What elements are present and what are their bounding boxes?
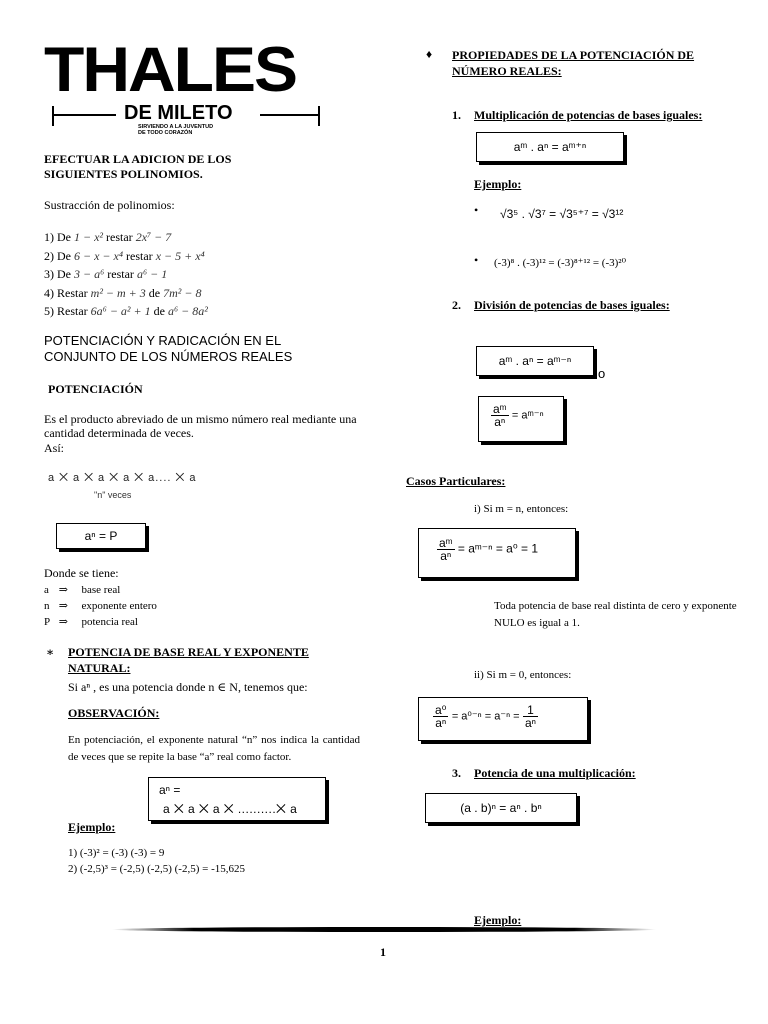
p2-frac-den: aⁿ [494, 415, 506, 429]
donde-title: Donde se tiene: [44, 566, 119, 580]
p3-title: Potencia de una multiplicación: [474, 766, 636, 780]
p2-title: División de potencias de bases iguales: [474, 298, 670, 312]
caso-i-den: aⁿ [440, 549, 452, 563]
p1-example-2: (-3)⁸ . (-3)¹² = (-3)⁸⁺¹² = (-3)²⁰ [494, 257, 626, 269]
si-text: Si aⁿ , es una potencia donde n ∈ N, tenemos que: [68, 680, 308, 694]
ejemplo-item: 1) (-3)² = (-3) (-3) = 9 [68, 847, 165, 859]
ejemplo-title-left: Ejemplo: [68, 820, 116, 834]
p3-ejemplo-title: Ejemplo: [474, 913, 522, 927]
donde-item: P ⇒ potencia real [44, 616, 138, 628]
logo-tagline-1: SIRVIENDO A LA JUVENTUD [138, 124, 214, 130]
power-definition-box [56, 523, 146, 549]
p2-formula-box [476, 346, 594, 376]
casos-title: Casos Particulares: [406, 474, 506, 488]
p1-formula: aᵐ . aⁿ = aᵐ⁺ⁿ [513, 140, 587, 154]
ejemplo-item: 2) (-2,5)³ = (-2,5) (-2,5) (-2,5) = -15,625 [68, 863, 245, 875]
p3-formula: (a . b)ⁿ = aⁿ . bⁿ [460, 801, 542, 815]
ejemplo-list [68, 845, 245, 877]
donde-list [44, 582, 157, 630]
logo-sub-text: DE MILETO [124, 102, 233, 124]
section-title [44, 333, 292, 365]
n-veces-label: "n" veces [94, 490, 132, 500]
caso-i-num: aᵐ [439, 536, 453, 550]
caso-i-rhs: = aᵐ⁻ⁿ = a⁰ = 1 [457, 541, 538, 556]
logo-main-text: THALES [44, 33, 296, 105]
adicion-heading: EFECTUAR LA ADICION DE LOS SIGUIENTES POLINOMIOS. [44, 152, 232, 181]
p3-number: 3. [452, 766, 461, 780]
p2-number: 2. [452, 298, 461, 312]
p1-number: 1. [452, 108, 461, 122]
diamond-bullet: ♦ [426, 47, 433, 61]
footer-rule [112, 927, 656, 932]
exercise-item: 3) De 3 − a⁶ restar a⁶ − 1 [44, 267, 168, 281]
observacion-title: OBSERVACIÓN: [68, 706, 160, 720]
p1-example-1: √3⁵ . √3⁷ = √3⁵⁺⁷ = √3¹² [500, 207, 624, 221]
caso-ii-den: aⁿ [435, 716, 447, 730]
exercise-item: 5) Restar 6a⁶ − a² + 1 de a⁶ − 8a² [44, 304, 208, 318]
p1-title: Multiplicación de potencias de bases iguales: [474, 108, 703, 122]
donde-item: a ⇒ base real [44, 584, 121, 596]
logo-rule-right [260, 114, 320, 116]
p1-ejemplo-title: Ejemplo: [474, 177, 522, 191]
donde-item: n ⇒ exponente entero [44, 600, 157, 612]
exercise-item: 2) De 6 − x − x⁴ restar x − 5 + x⁴ [44, 248, 205, 263]
page-number: 1 [380, 945, 386, 959]
logo [44, 33, 324, 136]
p2-fraction-box [478, 396, 564, 442]
caso-i-text: Toda potencia de base real distinta de cero y exponente NULO es igual a 1. [494, 600, 737, 629]
p3-formula-box [425, 793, 577, 823]
caso-ii-fnum: 1 [523, 704, 538, 717]
logo-tagline-2: DE TODO CORAZÓN [138, 130, 193, 136]
p2-or-label: o [598, 366, 606, 381]
p1-bullet-2: • [474, 253, 479, 267]
sustraccion-title: Sustracción de polinomios: [44, 198, 175, 212]
potencia-natural-title: POTENCIA DE BASE REAL Y EXPONENTE NATURAL: [68, 645, 309, 675]
section-title-line-2: CONJUNTO DE LOS NÚMEROS REALES [44, 349, 293, 364]
caso-ii-num: a⁰ [435, 703, 447, 717]
section-title-line-1: POTENCIACIÓN Y RADICACIÓN EN EL [44, 333, 282, 348]
asi-label: Así: [44, 441, 65, 455]
potenciacion-title: POTENCIACIÓN [48, 382, 143, 396]
caso-i-box [418, 528, 576, 578]
caso-ii-fden: aⁿ [524, 716, 537, 730]
power-definition-formula: aⁿ = P [84, 529, 118, 543]
p2-frac-rhs: = aᵐ⁻ⁿ [511, 409, 544, 422]
logo-rule-left-tick [52, 106, 54, 126]
power-expansion-line-1: aⁿ = [159, 783, 181, 797]
p1-formula-box [476, 132, 624, 162]
p2-frac-num: aᵐ [493, 402, 507, 416]
caso-ii-box [418, 697, 588, 741]
caso-ii-mid: = a⁰⁻ⁿ = a⁻ⁿ = [451, 710, 520, 723]
caso-ii-label: ii) Si m = 0, entonces: [474, 669, 572, 681]
logo-rule-left [52, 114, 116, 116]
star-bullet: ∗ [46, 645, 55, 659]
p1-bullet-1: • [474, 203, 479, 217]
product-line: a ⨉ a ⨉ a ⨉ a ⨉ a.... ⨉ a [48, 472, 197, 484]
exercise-list [44, 230, 364, 323]
exercise-item: 4) Restar m² − m + 3 de 7m² − 8 [44, 285, 202, 300]
power-expansion-box [148, 777, 326, 821]
logo-rule-right-tick [318, 106, 320, 126]
observacion-text: En potenciación, el exponente natural “n” nos indica la cantidad de veces que se repite la base “a” real como factor. [68, 734, 360, 763]
p2-formula: aᵐ . aⁿ = aᵐ⁻ⁿ [498, 354, 572, 368]
exercise-item: 1) De 1 − x² restar 2x⁷ − 7 [44, 230, 172, 244]
definition-text: Es el producto abreviado de un mismo número real mediante una cantidad determinada de veces. [44, 412, 357, 440]
power-expansion-line-2: a ⨉ a ⨉ a ⨉ ..........⨉ a [163, 802, 298, 816]
propiedades-title: PROPIEDADES DE LA POTENCIACIÓN DE NÚMERO REALES: [452, 48, 695, 78]
caso-i-label: i) Si m = n, entonces: [474, 503, 569, 515]
